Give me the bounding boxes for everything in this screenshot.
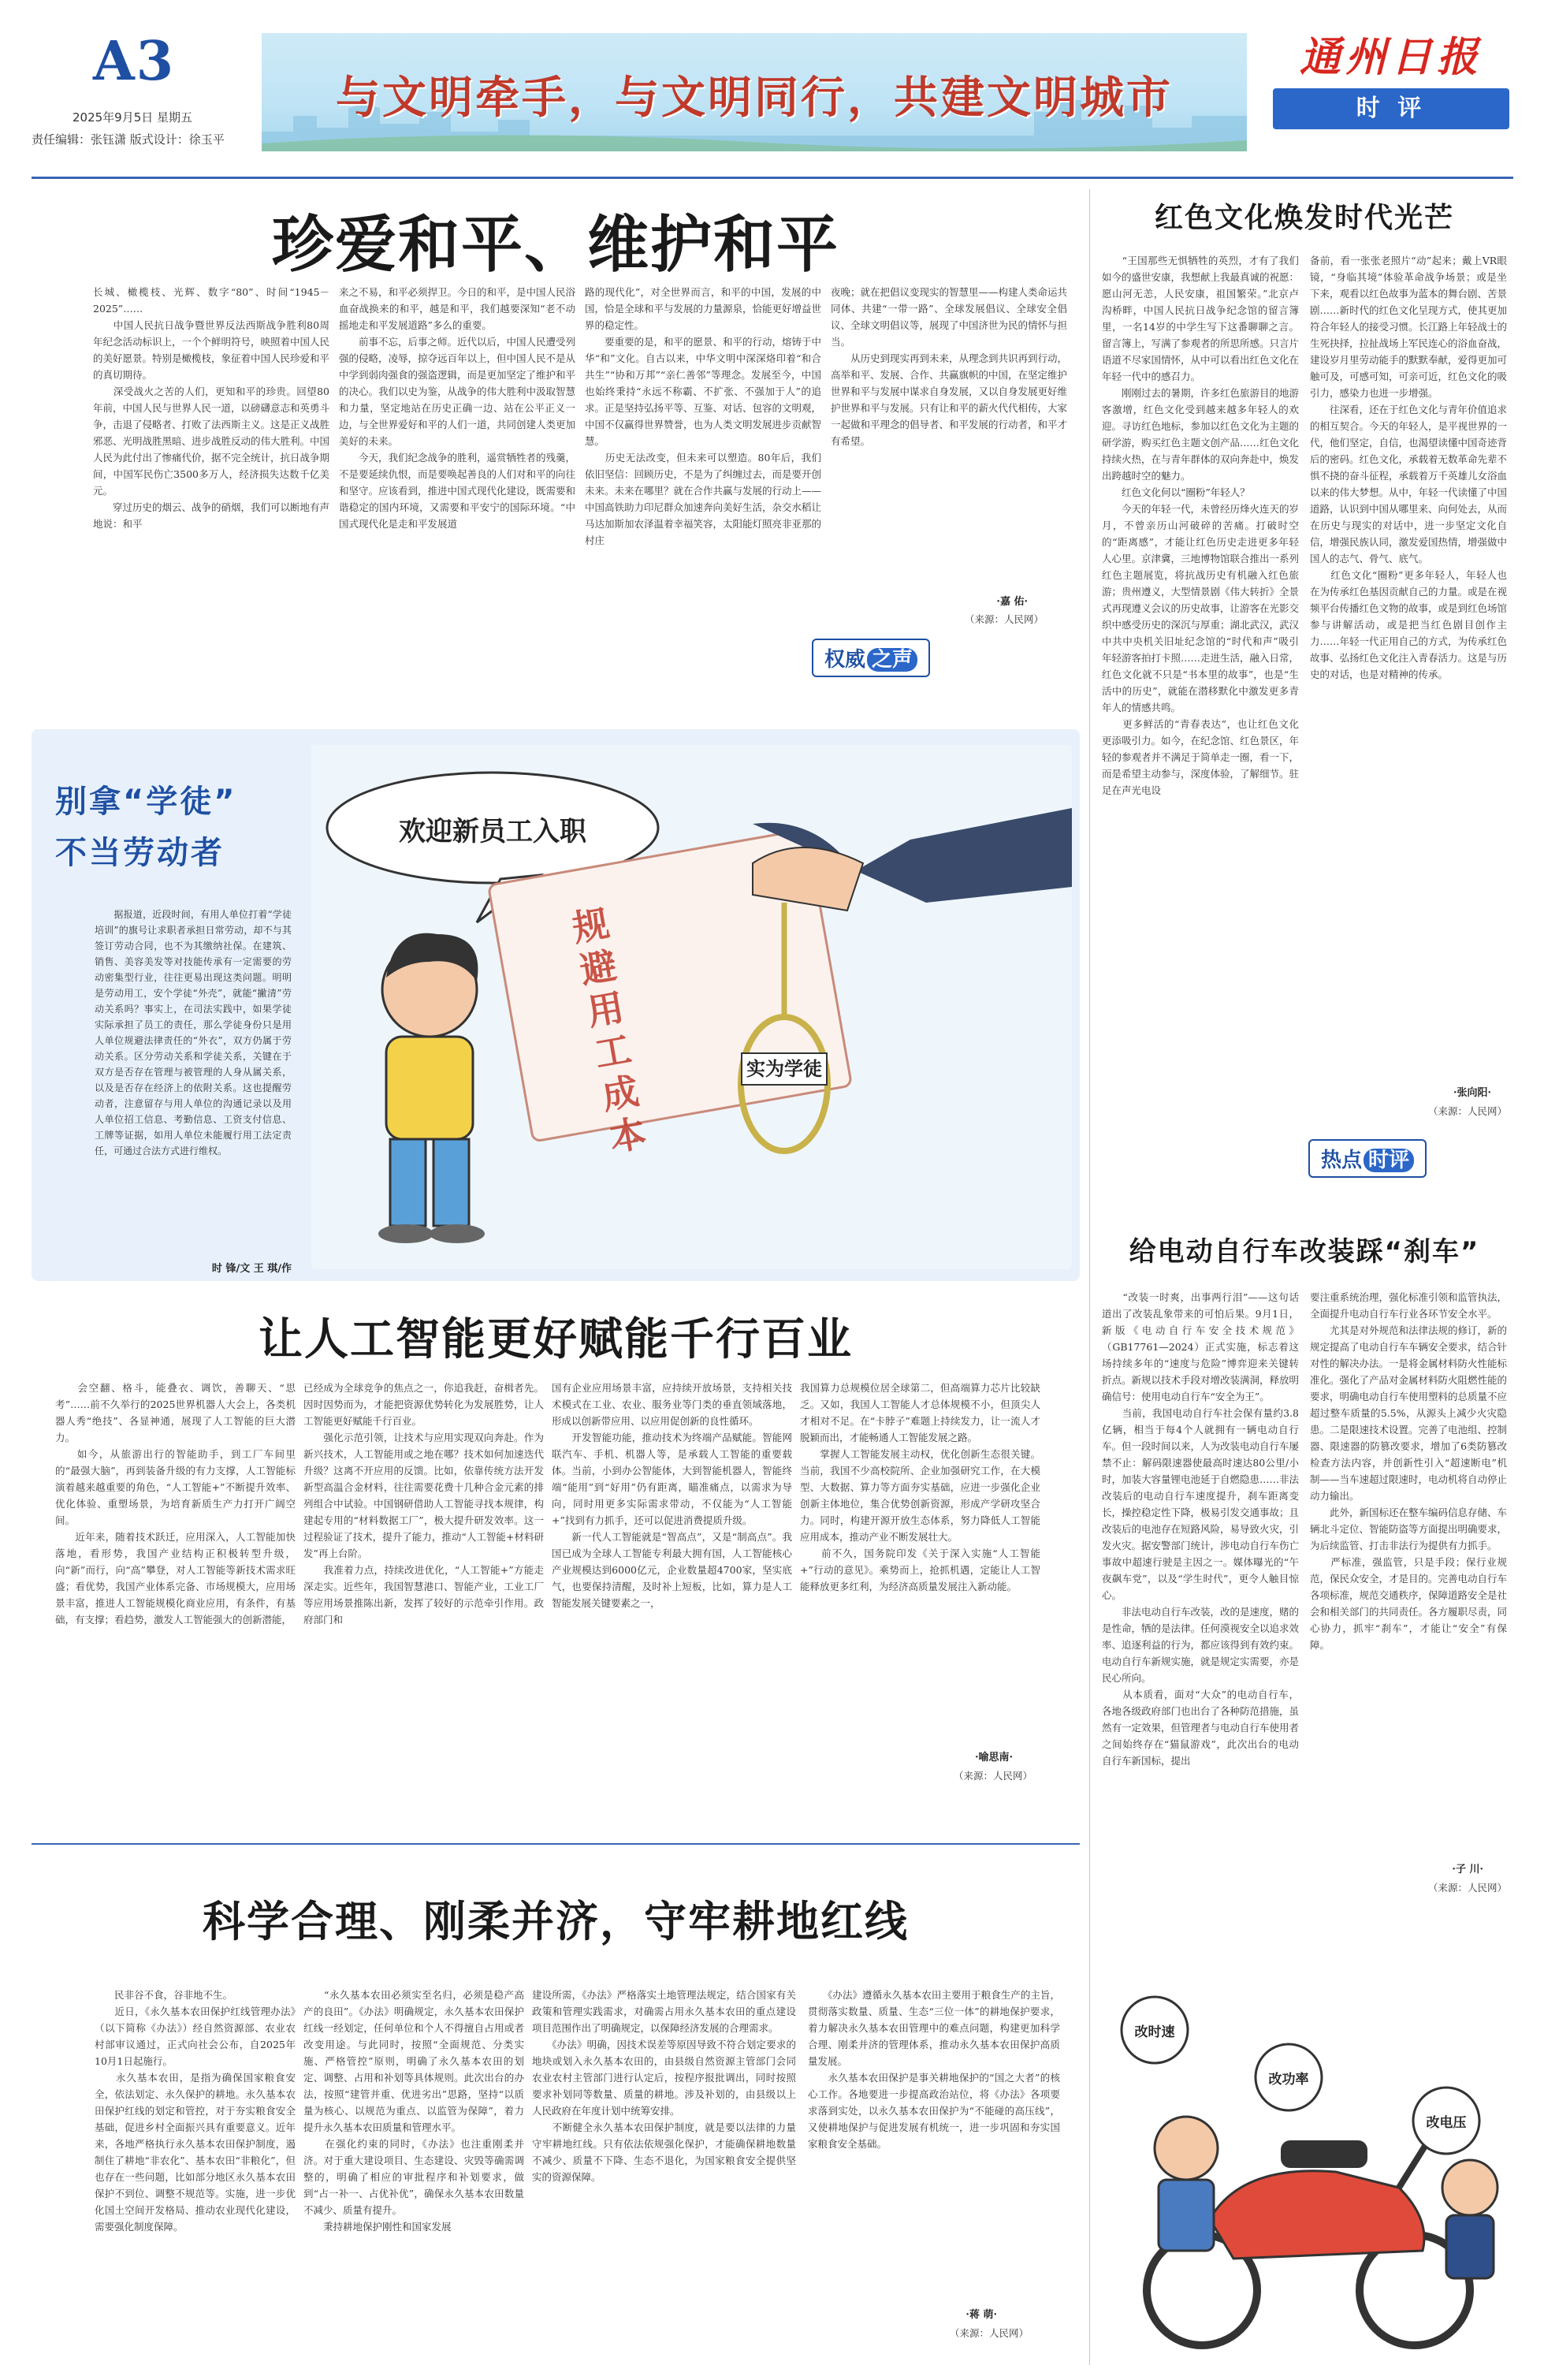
ai-source: （来源：人民网）: [953, 1770, 1032, 1782]
noose-tag: 实为学徒: [741, 1052, 828, 1086]
issue-date: 2025年9月5日 星期五: [73, 110, 193, 125]
peace-col-2: 来之不易，和平必须捍卫。今日的和平，是中国人民浴血奋战换来的和平，越是和平，我们越要深知“老不动摇地走和平发展道路”多么的重要。 前事不忘，后事之师。近代以后，中国人民遭受列强的侵略，凌辱，掠夺远百年以上，但中国人民不是从中学到弱肉强食的强盗逻辑，而是更加坚定了维护和平的决心。我们以史为鉴，从战争的伟大胜利中汲取智慧和力量，坚定地站在历史正确一边、站在公平正义一边，与全世界爱好和平的人们一道，共同创建人类更加美好的未来。 今天，我们纪念战争的胜利，遥赏牺牲者的残羹，不是要延续仇恨，而是要唤起善良的人们对和平的向往和坚守。应该看到，推进中国式现代化建设，既需要和谐稳定的国内环境，又需要和平安宁的国际环境。“中国式现代化是走和平发展道: [339, 286, 575, 530]
paper-logo: 通州日报: [1299, 33, 1483, 81]
bubble-voltage: 改电压: [1426, 2115, 1467, 2131]
section-divider: [32, 1843, 1080, 1845]
editor-credits: 责任编辑：张钰潇 版式设计：徐玉平: [32, 132, 225, 147]
red-culture-col-1: “王国那些无惧牺牲的英烈，才有了我们如今的盛世安康，我想献上我最真诚的祝愿：愿山河无恙，人民安康，祖国繁荣。”北京卢沟桥畔，中国人民抗日战争纪念馆的留言簿里，一名14岁的中学生写下这番聊聊之言。留言簿上，写满了参观者的所思所感。只言片语道不尽家国情怀，从中可以看出红色文化在年轻一代中的感召力。 刚刚过去的暑期，许多红色旅游目的地游客激增，红色文化受到越来越多年轻人的欢迎。寻访红色地标，参加以红色文化为主题的研学游，购买红色主题文创产品……红色文化持续火热，在与青年群体的双向奔赴中，焕发出跨越时空的魅力。 红色文化何以“圈粉”年轻人？ 今天的年轻一代，未曾经历烽火连天的岁月，不曾亲历山河破碎的苦痛。打破时空的“距离感”，才能让红色历史走进更多年轻人心里。京津冀，三地博物馆联合推出一系列红色主题展览，将抗战历史有机融入红色旅游；贵州遵义，大型情景剧《伟大转折》全景式再现遵义会议的历史故事，让游客在光影交织中感受历史的深沉与厚重；湖北武汉，武汉中共中央机关旧址纪念馆的“时代和声”吸引年轻游客拍打卡照……走进生活，融入日常，红色文化就不只是“书本里的故事”，也是“生活中的历史”，就能在潜移默化中激发更多青年人的情感共鸣。 更多鲜活的“青春表达”，也让红色文化更添吸引力。如今，在纪念馆、红色景区，年轻的参观者并不满足于简单走一圈，看一下，而是希望主动参与，深度体验，了解细节。驻足在声光电设: [1102, 255, 1299, 796]
speech-bubble-text: 欢迎新员工入职: [399, 816, 586, 847]
authority-voice-badge: [812, 639, 930, 677]
ebike-cartoon: [1099, 1983, 1509, 2361]
slogan-text: 与文明牵手，与文明同行，共建文明城市: [336, 73, 1173, 124]
headline-farmland: 科学合理、刚柔并济，守牢耕地红线: [203, 1897, 909, 1946]
ebike-col-1: “改装一时爽，出事两行泪”——这句话道出了改装乱象带来的可怕后果。9月1日，新版《电动自行车安全技术规范》（GB17761—2024）正式实施，标志着这场持续多年的“速度与危险”博弈迎来关键转折点。新规以技术手段对增改装满洞，释放明确信号：使用电动自行车“安全为王”。 当前，我国电动自行车社会保有量约3.8亿辆，相当于每4个人就拥有一辆电动自行车。但一段时间以来，人为改装电动自行车屡禁不止：解码限速器使最高时速达80公里/小时，加装大容量锂电池延于自燃隐患……非法改装后的电动自行车速度提升，刹车距离变长，操控稳定性下降，极易引发交通事故；且改装后的电池存在短路风险，易导致火灾，引发火灾。据安警部门统计，涉电动自行车伤亡事故中超速行驶是主因之一。媒体曝光的“午夜飙车党”，以及“学生时代”，更令人触目惊心。 非法电动自行车改装，改的是速度，赌的是性命，牺的是法律。任何漠视安全以追求效率、追逐利益的行为，都应该得到有效约束。电动自行车新规实施，就是规定实需要，亦是民心所向。 从本质看，面对“大众”的电动自行车，各地各级政府部门也出台了各种防范措施，虽然有一定效果，但管理者与电动自行车使用者之间始终存在“猫鼠游戏”，此次出台的电动自行车新国标，提出: [1102, 1291, 1299, 1767]
page-number: A3: [93, 30, 176, 93]
red-culture-signature: ·张向阳·: [1453, 1087, 1491, 1099]
apprentice-credit: 时 锋/文 王 琪/作: [211, 1263, 292, 1275]
headline-apprentice-2: 不当劳动者: [55, 835, 225, 871]
headline-peace: 珍爱和平、维护和平: [271, 210, 839, 281]
badge-text: 权威: [824, 648, 866, 672]
apprentice-body: 据报道，近段时间，有用人单位打着“学徒培训”的旗号让求职者承担日常劳动，却不与其签订劳动合同，也不为其缴纳社保。在建筑、销售、美容美发等对技能传承有一定需要的劳动密集型行业，往往更易出现这类问题。明明是劳动用工，安个学徒“外壳”，就能“撇清”劳动关系吗？事实上，在司法实践中，如果学徒实际承担了员工的责任，那么学徒身份只是用人单位规避法律责任的“外衣”，双方仍属于劳动关系。区分劳动关系和学徒关系，关键在于双方是否存在管理与被管理的人身从属关系，以及是否存在经济上的依附关系。这也提醒劳动者，注意留存与用人单位的沟通记录以及用人单位招工信息、考勤信息、工资支付信息、工牌等证据，如用人单位未能履行用工法定责任，可通过合法方式进行维权。: [95, 909, 292, 1156]
peace-col-4: 夜晚；就在把倡议变现实的智慧里——构建人类命运共同体、共建“一带一路”、全球发展倡议、全球安全倡议、全球文明倡议等，展现了中国济世为民的情怀与担当。 从历史到现实再到未来，从理念到共识再到行动，高举和平、发展、合作、共赢旗帜的中国，在坚定维护世界和平与发展中谋求自身发展，又以自身发展更好维护世界和平与发展。只有让和平的薪火代代相传，大家一起做和平理念的倡导者、和平发展的行动者，和平才有希望。: [831, 286, 1067, 447]
hot-topic-badge: [1308, 1139, 1427, 1178]
badge-highlight: 时评: [1364, 1149, 1414, 1172]
badge-highlight: 之声: [867, 648, 917, 672]
ai-col-4: 我国算力总规模位居全球第二，但高端算力芯片比较缺乏。又如，我国人工智能人才总体规模不小，但顶尖人才相对不足。在“卡脖子”难题上持续发力，让一流人才脱颖而出，才能畅通人工智能发展之路。 掌握人工智能发展主动权，优化创新生态很关键。当前，我国不少高校院所、企业加强研究工作，在大模型、大数据、算力等方面夯实基础，应进一步强化企业创新主体地位，集合优势创新资源，形成产学研攻坚合力。同时，构建开源开放生态体系，努力降低人工智能应用成本，推动产业不断发展壮大。 前不久，国务院印发《关于深入实施“人工智能+”行动的意见》。乘势而上，抢抓机遇，定能让人工智能释放更多红利，为经济高质量发展注入新动能。: [800, 1382, 1040, 1592]
ebike-col-2: 要注重系统治理，强化标准引领和监管执法，全面提升电动自行车行业各环节安全水平。 尤其是对外规范和法律法规的修订，新的规定提高了电动自行车车辆安全要求，结合针对性的解决办法。一是将金属材料防火性能标准化。强化了产品对金属材料防火阻燃性能的要求，明确电动自行车使用塑料的总质量不应超过整车质量的5.5%，从源头上减少火灾隐患。二是限速技术设置。完善了电池组、控制器、限速器的防篡改要求，增加了6类防篡改检查方法内容，并创新性引入“超速断电”机制——当车速超过限速时，电动机将自动停止动力输出。 此外，新国标还在整车编码信息存储、车辆北斗定位、智能防盗等方面提出明确要求，为后续监管、打击非法行为提供有力抓手。 严标准，强监管，只是手段；保行业规范，保民众安全，才是目的。完善电动自行车各项标准，规范交通秩序，保障道路安全是社会和相关部门的共同责任。各方履职尽责，同心协力，抓牢“刹车”，才能让“安全”有保障。: [1310, 1291, 1507, 1651]
headline-apprentice-1: 别拿“学徒”: [55, 784, 237, 820]
headline-ai: 让人工智能更好赋能千行百业: [259, 1314, 853, 1365]
bubble-power: 改功率: [1268, 2072, 1309, 2088]
section-tag: [1273, 88, 1509, 129]
headline-ebike: 给电动自行车改装踩“刹车”: [1129, 1236, 1480, 1268]
section-label: 时 评: [1356, 95, 1427, 122]
masthead-divider: [32, 177, 1513, 179]
peace-col-1: 长城、橄榄枝、光辉、数字“80”、时间“1945－2025”…… 中国人民抗日战争暨世界反法西斯战争胜利80周年纪念活动标识上，一个个鲜明符号，映照着中国人民的美好愿景。特别是橄榄枝，象征着中国人民珍爱和平的真切期待。 深受战火之苦的人们，更知和平的珍贵。回望80年前，中国人民与世界人民一道，以磅礴意志和英勇斗争，击退了侵略者、打败了法西斯主义。这是正义战胜邪恶、光明战胜黑暗、进步战胜反动的伟大胜利。中国人民为此付出了惨痛代价，据不完全统计，抗日战争期间，中国军民伤亡3500多万人，经济损失达数千亿美元。 穿过历史的烟云、战争的硝烟，我们可以断地有声地说：和平: [93, 286, 329, 530]
ebike-signature: ·子 川·: [1452, 1864, 1483, 1875]
ebike-source: （来源：人民网）: [1427, 1882, 1507, 1894]
farmland-col-4: 《办法》遵循永久基本农田主要用于粮食生产的主旨，贯彻落实数量、质量、生态“三位一体”的耕地保护要求，着力解决永久基本农田管理中的难点问题，构建更加科学合理、刚柔并济的管理体系，推动永久基本农田保护高质量发展。 永久基本农田保护是事关耕地保护的“国之大者”的核心工作。各地要进一步提高政治站位，将《办法》各项要求落到实处，以永久基本农田保护为“不能碰的高压线”，又使耕地保护与促进发展有机统一，进一步巩固和夯实国家粮食安全基础。: [808, 1989, 1060, 2150]
farmland-col-1: 民非谷不食，谷非地不生。 近日，《永久基本农田保护红线管理办法》（以下简称《办法》）经自然资源部、农业农村部审议通过，正式向社会公布，自2025年10月1日起施行。 永久基本农田，是指为确保国家粮食安全，依法划定、永久保护的耕地。永久基本农田保护红线的划定和管控，对于夯实粮食安全基础，促进乡村全面振兴具有重要意义。近年来，各地严格执行永久基本农田保护制度，遏制住了耕地“非农化”、基本农田“非粮化”，但也存在一些问题，比如部分地区永久基本农田保护不到位、调整不规范等。实施，进一步优化国土空间开发格局、推动农业现代化建设，需要强化制度保障。: [95, 1989, 296, 2233]
peace-source: （来源：人民网）: [964, 613, 1044, 625]
ai-signature: ·喻思南·: [974, 1752, 1013, 1764]
ai-col-2: 已经成为全球竞争的焦点之一，你追我赶，奋楫者先。因时因势而为，才能把资源优势转化为发展胜势，让人工智能更好赋能千行百业。 强化示范引领，让技术与应用实现双向奔赴。作为新兴技术，人工智能用或之地在哪？技术如何加速迭代升级？这离不开应用的反馈。比如，依靠传统方法开发新型高温合金材料，往往需要花费十几种合金元素的排列组合中试验。中国钢研借助人工智能寻找本规律，构建起专用的“材料数据工厂”，极大提升研发效率。这一过程验证了技术，提升了能力，推动“人工智能+材料研发”再上台阶。 我准着力点，持续改进优化，“人工智能+”方能走深走实。近些年，我国智慧港口、智能产业，工业工厂等应用场景推陈出新，发挥了较好的示范牵引作用。政府部门和: [303, 1382, 544, 1626]
farmland-col-2: “永久基本农田必须实至名归，必须是稳产高产的良田”。《办法》明确规定，永久基本农田保护红线一经划定，任何单位和个人不得擅自占用或者改变用途。与此同时，按照“全面规范、分类实施、严格管控”原则，明确了永久基本农田的划定、调整、占用和补划等具体规则。此次出台的办法，按照“建管并重、优进劣出”思路，坚持“以质量为核心、以规范为重点、以监管为保障”，着力提升永久基本农田质量和管理水平。 在强化约束的同时，《办法》也注重刚柔并济。对于重大建设项目、生态建设、灾毁等确需调整的，明确了相应的审批程序和补划要求，做到“占一补一、占优补优”，确保永久基本农田数量不减少、质量有提升。 秉持耕地保护刚性和国家发展: [303, 1989, 524, 2233]
masthead: [0, 0, 1544, 177]
peace-col-3: 路的现代化”，对全世界而言，和平的中国，发展的中国，恰是全球和平与发展的力量源泉，恰能更好增益世界的稳定性。 要重要的是，和平的愿景、和平的行动，熔铸于中华“和”文化。自古以来，中华文明中深深烙印着“和合共生”“协和万邦”“亲仁善邻”等理念。发展至今，中国也始终秉持“永远不称霸、不扩张、不强加于人”的追求。正是坚持弘扬平等、互鉴、对话、包容的文明观，中国不仅赢得世界赞誉，也为人类文明发展进步贡献智慧。 历史无法改变，但未来可以塑造。80年后，我们依旧坚信：回顾历史，不是为了纠缠过去，而是要开创未来。未来在哪里？就在合作共赢与发展的行动上——中国高铁助力印尼群众加速奔向美好生活，杂交水稻让马达加斯加农泽温着幸福笑容，太阳能灯照亮非亚那的村庄: [585, 286, 821, 546]
scroll-title: 规避用工成本: [569, 901, 649, 1160]
column-divider-right: [1089, 189, 1090, 2365]
badge-text: 热点: [1321, 1149, 1363, 1172]
red-culture-source: （来源：人民网）: [1427, 1105, 1507, 1117]
headline-red-culture: 红色文化焕发时代光芒: [1154, 202, 1454, 234]
farmland-signature: ·蒋 萌·: [965, 2309, 997, 2321]
red-culture-col-2: 备前，看一张张老照片“动”起来；戴上VR眼镜，“身临其境”体验革命战争场景；或是坐下来，观看以红色故事为蓝本的舞台剧、苦景剧……新时代的红色文化呈现方式，使其更加符合年轻人的接受习惯。长江路上年轻战士的生死抉择，拉扯战场上军民连心的浴血奋战，建设岁月里劳动能手的默默奉献，爱得更加可触可及，可感可知，可亲可近，红色文化的吸引力，感染力也进一步增强。 往深看，还在于红色文化与青年价值追求的相互契合。今天的年轻人，是平视世界的一代，他们坚定，自信，也渴望读懂中国奇迹背后的密码。红色文化，承载着无数革命先辈不惧不挠的奋斗征程，承载着万千英雄儿女浴血以来的伟大梦想。从中，年轻一代读懂了中国道路，认识到中国从哪里来、向何处去，从而在历史与现实的对话中，进一步坚定文化自信，增强民族认同，激发爱国热情，增强做中国人的志气、骨气、底气。 红色文化“圈粉”更多年轻人，年轻人也在为传承红色基因贡献自己的力量。或是在视频平台传播红色文物的故事，或是到红色场馆参与讲解活动，或是把当红色剧目创作主力……年轻一代正用自己的方式，为传承红色故事、弘扬红色文化注入青春活力。这是与历史的对话，也是对精神的传承。: [1310, 255, 1507, 680]
farmland-source: （来源：人民网）: [949, 2327, 1029, 2339]
farmland-col-3: 建设所需，《办法》严格落实土地管理法规定，结合国家有关政策和管理实践需求，对确需占用永久基本农田的重点建设项目范围作出了明确规定，以保障经济发展的合理需求。 《办法》明确，因技术误差等原因导致不符合划定要求的地块或划入永久基本农田的，由县级自然资源主管部门会同农业农村主管部门进行认定后，按程序报批调出，同时按照要求补划同等数量、质量的耕地。涉及补划的，由县级以上人民政府在年度计划中统筹安排。 不断健全永久基本农田保护制度，就是要以法律的力量守牢耕地红线。只有依法依规强化保护，才能确保耕地数量不减少、质量不下降、生态不退化，为国家粮食安全提供坚实的资源保障。: [532, 1989, 796, 2183]
slogan-banner: [262, 33, 1247, 151]
bubble-speed: 改时速: [1134, 2024, 1175, 2040]
peace-signature: ·嘉 佑·: [996, 596, 1028, 608]
apprentice-cartoon: [311, 745, 1072, 1269]
ai-col-1: 会空翻、格斗，能叠衣、调饮，善聊天、“思考”……前不久举行的2025世界机器人大会上，各类机器人秀“绝技”、各显神通，展现了人工智能的巨大潜力。 如今，从旅游出行的智能助手，到工厂车间里的“最强大脑”，再到装备升级的有力支撑，人工智能标演着越来越重要的角色，“人工智能+”不断提升效率、优化体验、重塑场景，为培育新质生产力打开广阔空间。 近年来，随着技术跃迁，应用深入，人工智能加快落地，看形势，我国产业结构正积极转型升级，向“新”而行，向“高”攀登，对人工智能等新技术需求旺盛；看优势，我国产业体系完备、市场规模大，应用场景丰富，推进人工智能规模化商业应用，有条件，有基础，有支撑；看趋势，激发人工智能强大的创新潜能，: [55, 1382, 296, 1626]
ai-col-3: 国有企业应用场景丰富，应持续开放场景，支持相关技术模式在工业、农业、服务业等门类的垂直领域落地，形成以创新带应用、以应用促创新的良性循环。 开发智能功能，推动技术为终端产品赋能。智能网联汽车、手机、机器人等，是承载人工智能的重要载体。当前，小到办公智能体，大到智能机器人，智能终端“能用”到“好用”仍有距离，瞄准痛点，以需求为导向，同时用更多实际需求带动，不仅能为“人工智能+”找到有力抓手，还可以促进消费提质升级。 新一代人工智能就是“智高点”，又是“制高点”。我国已成为全球人工智能专利最大拥有国，人工智能核心产业规模达到6000亿元，企业数量超4700家，坚实底气，也要保持清醒，及时补上短板，比如，算力是人工智能发展关键要素之一，: [552, 1382, 792, 1609]
